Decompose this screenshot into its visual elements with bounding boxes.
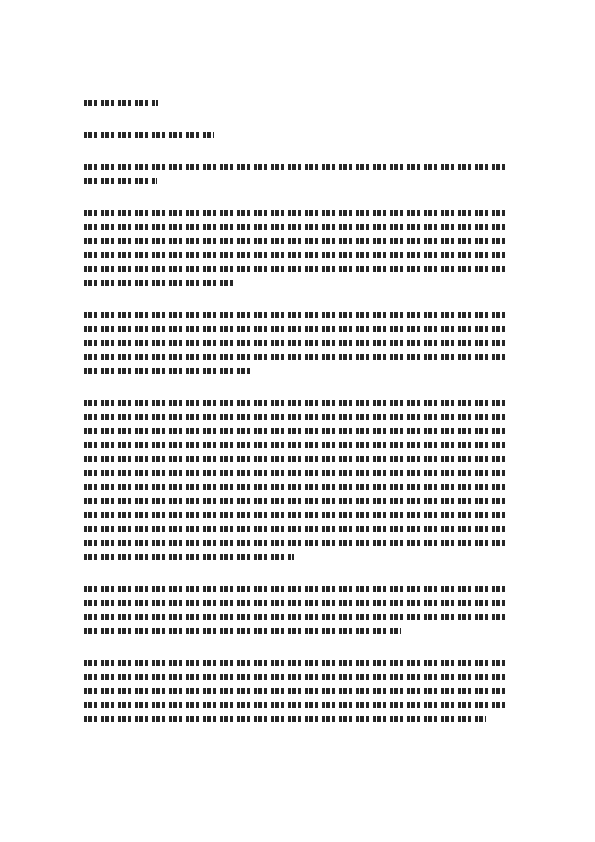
- paragraphs-container: [84, 160, 512, 726]
- paragraph-line: [84, 410, 512, 424]
- paragraph-line: [84, 508, 512, 522]
- text-line-bar: [84, 526, 508, 532]
- text-line-bar: [84, 266, 508, 272]
- paragraph-line: [84, 248, 512, 262]
- text-line-bar: [84, 238, 508, 244]
- text-line-bar: [84, 178, 157, 184]
- paragraph-line: [84, 698, 512, 712]
- paragraph-line: [84, 550, 512, 564]
- subheading-text-line: [84, 132, 214, 138]
- paragraph-line: [84, 336, 512, 350]
- paragraph-line: [84, 670, 512, 684]
- paragraph-line: [84, 624, 512, 638]
- text-line-bar: [84, 354, 508, 360]
- paragraph: [84, 160, 512, 188]
- text-line-bar: [84, 716, 486, 722]
- paragraph-line: [84, 262, 512, 276]
- paragraph-line: [84, 350, 512, 364]
- paragraph-line: [84, 424, 512, 438]
- paragraph: [84, 582, 512, 638]
- text-line-bar: [84, 224, 508, 230]
- text-line-bar: [84, 702, 508, 708]
- text-line-bar: [84, 688, 508, 694]
- paragraph: [84, 206, 512, 290]
- text-line-bar: [84, 252, 508, 258]
- paragraph: [84, 308, 512, 378]
- paragraph-line: [84, 656, 512, 670]
- text-line-bar: [84, 614, 508, 620]
- paragraph-line: [84, 582, 512, 596]
- text-line-bar: [84, 498, 508, 504]
- paragraph-line: [84, 536, 512, 550]
- paragraph-line: [84, 234, 512, 248]
- text-line-bar: [84, 674, 508, 680]
- paragraph-line: [84, 308, 512, 322]
- paragraph-line: [84, 174, 512, 188]
- paragraph-line: [84, 522, 512, 536]
- text-line-bar: [84, 210, 508, 216]
- text-line-bar: [84, 312, 508, 318]
- paragraph-line: [84, 466, 512, 480]
- text-line-bar: [84, 414, 508, 420]
- paragraph-line: [84, 206, 512, 220]
- paragraph-line: [84, 712, 512, 726]
- document-heading: [84, 96, 512, 110]
- text-line-bar: [84, 484, 508, 490]
- text-line-bar: [84, 442, 508, 448]
- document-subheading: [84, 128, 512, 142]
- paragraph-line: [84, 452, 512, 466]
- text-line-bar: [84, 400, 508, 406]
- paragraph-line: [84, 322, 512, 336]
- text-line-bar: [84, 470, 508, 476]
- text-line-bar: [84, 164, 508, 170]
- text-line-bar: [84, 428, 508, 434]
- text-line-bar: [84, 368, 251, 374]
- text-line-bar: [84, 586, 508, 592]
- text-line-bar: [84, 280, 234, 286]
- text-line-bar: [84, 660, 508, 666]
- paragraph-line: [84, 364, 512, 378]
- paragraph-line: [84, 438, 512, 452]
- paragraph-line: [84, 494, 512, 508]
- document-content: [84, 96, 512, 744]
- text-line-bar: [84, 540, 508, 546]
- text-line-bar: [84, 512, 508, 518]
- text-line-bar: [84, 600, 508, 606]
- paragraph-line: [84, 684, 512, 698]
- paragraph-line: [84, 610, 512, 624]
- paragraph-line: [84, 220, 512, 234]
- text-line-bar: [84, 340, 508, 346]
- paragraph-line: [84, 480, 512, 494]
- text-line-bar: [84, 628, 401, 634]
- text-line-bar: [84, 326, 508, 332]
- paragraph-line: [84, 160, 512, 174]
- text-line-bar: [84, 554, 294, 560]
- paragraph-line: [84, 276, 512, 290]
- paragraph-line: [84, 596, 512, 610]
- paragraph: [84, 396, 512, 564]
- text-line-bar: [84, 456, 508, 462]
- paragraph: [84, 656, 512, 726]
- paragraph-line: [84, 396, 512, 410]
- heading-text-line: [84, 100, 158, 106]
